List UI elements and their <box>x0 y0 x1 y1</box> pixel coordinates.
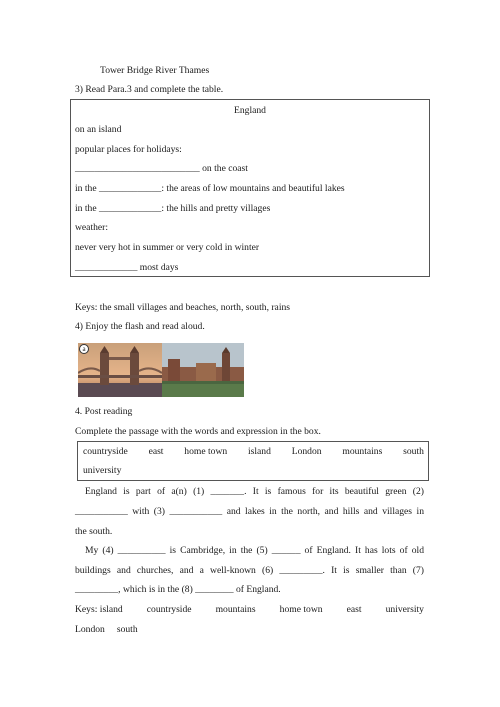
table-title: England <box>234 105 266 116</box>
key-word: university <box>385 604 424 615</box>
passage-line: the south. <box>75 526 113 537</box>
keys-line: Keys: the small villages and beaches, north, south, rains <box>75 302 291 313</box>
tower-bridge-image <box>78 343 162 397</box>
image-badge: a <box>79 344 89 354</box>
table-row: in the _____________: the areas of low mountains and beautiful lakes <box>75 183 345 194</box>
key-word: east <box>346 604 362 615</box>
table-row: _____________ most days <box>75 262 179 273</box>
passage-line: buildings and churches, and a well-known (6) _________. It is smaller than (7) <box>75 565 424 576</box>
word-item: London <box>291 446 322 457</box>
table-row: popular places for holidays: <box>75 144 182 155</box>
cambridge-image <box>162 343 244 397</box>
passage-line: England is part of a(n) (1) _______. It is famous for its beautiful green (2) <box>85 486 424 497</box>
word-item: university <box>83 465 122 476</box>
post-reading-heading: 4. Post reading <box>75 406 133 417</box>
passage-line: _________, which is in the (8) ________ of England. <box>75 584 281 595</box>
table-row: in the _____________: the hills and pretty villages <box>75 203 271 214</box>
word-item: home town <box>184 446 228 457</box>
table-row: weather: <box>75 222 109 233</box>
table-row: on an island <box>75 124 122 135</box>
table-row: __________________________ on the coast <box>75 163 248 174</box>
key-word: mountains <box>215 604 256 615</box>
section4-heading: 4) Enjoy the flash and read aloud. <box>75 321 205 332</box>
instruction: Complete the passage with the words and expression in the box. <box>75 426 321 437</box>
keys-label: Keys: island <box>75 604 123 615</box>
key-word: home town <box>279 604 323 615</box>
top-line: Tower Bridge River Thames <box>100 65 210 76</box>
passage-line: My (4) __________ is Cambridge, in the (5) ______ of England. It has lots of old <box>85 545 424 556</box>
word-box-row <box>83 446 424 458</box>
table-row: never very hot in summer or very cold in winter <box>75 242 260 253</box>
word-item: island <box>247 446 271 457</box>
word-item: south <box>403 446 424 457</box>
passage-line: ___________ with (3) ___________ and lakes in the north, and hills and villages in <box>75 506 424 517</box>
word-item: east <box>148 446 164 457</box>
word-item: mountains <box>342 446 383 457</box>
word-item: countryside <box>83 446 128 457</box>
keys-2-row <box>75 604 424 616</box>
key-word: countryside <box>146 604 192 615</box>
keys-2-line2: London south <box>75 624 138 635</box>
section3-heading: 3) Read Para.3 and complete the table. <box>75 84 224 95</box>
